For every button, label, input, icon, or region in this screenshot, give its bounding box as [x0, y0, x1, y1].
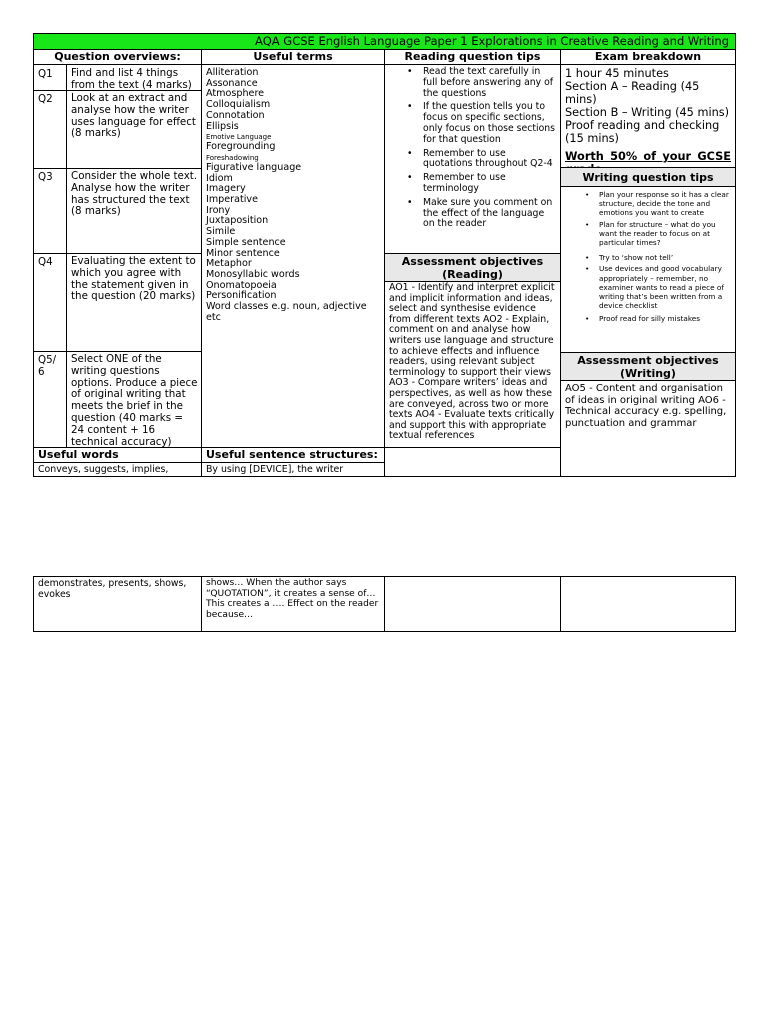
reading-tip: • Remember to use terminology	[423, 173, 556, 195]
writing-tip: • Proof read for silly mistakes	[599, 314, 731, 323]
exam-line: Section B – Writing (45 mins)	[565, 106, 730, 119]
term-item: Minor sentence	[206, 247, 280, 259]
empty-cell	[560, 576, 736, 632]
reading-tip: • Read the text carefully in full before answering any of the questions	[423, 67, 556, 99]
term-item: Simple sentence	[206, 236, 286, 248]
document-title: AQA GCSE English Language Paper 1 Explorations in Creative Reading and Writing	[33, 33, 736, 50]
question-number: Q1	[38, 68, 53, 80]
question-description: Consider the whole text. Analyse how the writer has structured the text (8 marks)	[71, 170, 198, 218]
term-item: Assonance	[206, 77, 258, 89]
question-number: Q3	[38, 171, 53, 183]
term-item: Word classes e.g. noun, adjective etc	[206, 301, 367, 323]
term-item: Imagery	[206, 183, 246, 195]
empty-cell	[384, 576, 561, 632]
useful-words-text: Conveys, suggests, implies,	[33, 462, 202, 477]
writing-tip: • Plan your response so it has a clear structure, decide the tone and emotions you want to create	[599, 190, 731, 218]
ao-writing-text: AO5 - Content and organisation of ideas in original writing AO6 - Technical accuracy e.g. spelling, punctuation and grammar	[560, 380, 736, 477]
useful-words-header: Useful words	[33, 447, 202, 463]
ao-writing-header: Assessment objectives (Writing)	[560, 352, 736, 381]
reading-tip: • If the question tells you to focus on specific sections, only focus on those sections for that question	[423, 102, 556, 145]
term-item: Foregrounding	[206, 141, 276, 153]
question-description: Evaluating the extent to which you agree with the statement given in the question (20 marks)	[71, 255, 196, 303]
term-item: Monosyllabic words	[206, 268, 300, 280]
term-item: Connotation	[206, 109, 265, 121]
question-description: Select ONE of the writing questions options. Produce a piece of original writing that meets the brief in the question (40 marks = 24 content + 16 technical accuracy)	[71, 353, 198, 448]
ao-reading-text: AO1 - Identify and interpret explicit and implicit information and ideas, select and synthesise evidence from different texts AO2 - Explain, comment on and analyse how writers use language and structure to achieve effects and influence readers, using relevant subject terminology to support their views AO3 - Compare writers’ ideas and perspectives, as well as how these are conveyed, across two or more texts AO4 - Evaluate texts critically and support this with appropriate textual references	[384, 281, 561, 448]
grade-weighting: Worth 50% of your GCSE	[565, 150, 731, 163]
question-overviews-header: Question overviews:	[33, 49, 202, 65]
question-description: Look at an extract and analyse how the writer uses language for effect (8 marks)	[71, 92, 196, 140]
exam-breakdown-header: Exam breakdown	[560, 49, 736, 65]
term-item: Simile	[206, 226, 236, 238]
term-item: Figurative language	[206, 161, 302, 173]
term-item: Juxtaposition	[206, 215, 269, 227]
useful-words-continued: demonstrates, presents, shows, evokes	[33, 576, 202, 632]
term-item: Emotive Language	[206, 133, 272, 142]
question-description: Find and list 4 things from the text (4 marks)	[71, 67, 192, 91]
term-item: Personification	[206, 290, 277, 302]
writing-tip: • Plan for structure – what do you want the reader to focus on at particular times?	[599, 220, 731, 248]
exam-line: Section A – Reading (45 mins)	[565, 80, 700, 106]
term-item: Onomatopoeia	[206, 279, 277, 291]
sentence-structure-text: By using [DEVICE], the writer	[201, 462, 385, 477]
ao-reading-header: Assessment objectives (Reading)	[384, 253, 561, 282]
question-number: Q2	[38, 93, 53, 105]
useful-terms-header: Useful terms	[201, 49, 385, 65]
useful-terms-column	[201, 64, 385, 448]
term-item: Atmosphere	[206, 88, 265, 100]
question-overviews-column	[33, 64, 202, 448]
sentence-structures-header: Useful sentence structures:	[201, 447, 385, 463]
sentence-structure-continued: shows… When the author says “QUOTATION”, it creates a sense of… This creates a …. Effect on the reader because…	[201, 576, 385, 632]
term-item: Idiom	[206, 172, 233, 184]
question-number: Q4	[38, 256, 53, 268]
term-item: Irony	[206, 204, 231, 216]
question-number: Q5/ 6	[38, 354, 57, 378]
writing-tip: • Use devices and good vocabulary appropriately – remember, no examiner wants to read a piece of writing that’s been written from a device checklist	[599, 264, 731, 310]
exam-breakdown-box	[560, 64, 736, 168]
reading-tip: • Make sure you comment on the effect of the language on the reader	[423, 198, 556, 230]
term-item: Imperative	[206, 194, 258, 206]
reading-tips-header: Reading question tips	[384, 49, 561, 65]
term-item: Metaphor	[206, 258, 252, 270]
empty-cell	[384, 462, 561, 477]
term-item: Ellipsis	[206, 120, 239, 132]
reading-tips-box	[384, 64, 561, 254]
term-item: Colloquialism	[206, 99, 271, 111]
exam-line: Proof reading and checking (15 mins)	[565, 119, 720, 145]
reading-tip: • Remember to use quotations throughout Q2-4	[423, 149, 556, 171]
term-item: Alliteration	[206, 67, 259, 78]
writing-tips-box	[560, 186, 736, 353]
writing-tip: • Try to ‘show not tell’	[599, 253, 731, 262]
exam-line: 1 hour 45 minutes	[565, 67, 669, 80]
term-item: Foreshadowing	[206, 153, 259, 162]
writing-tips-header: Writing question tips	[560, 167, 736, 187]
